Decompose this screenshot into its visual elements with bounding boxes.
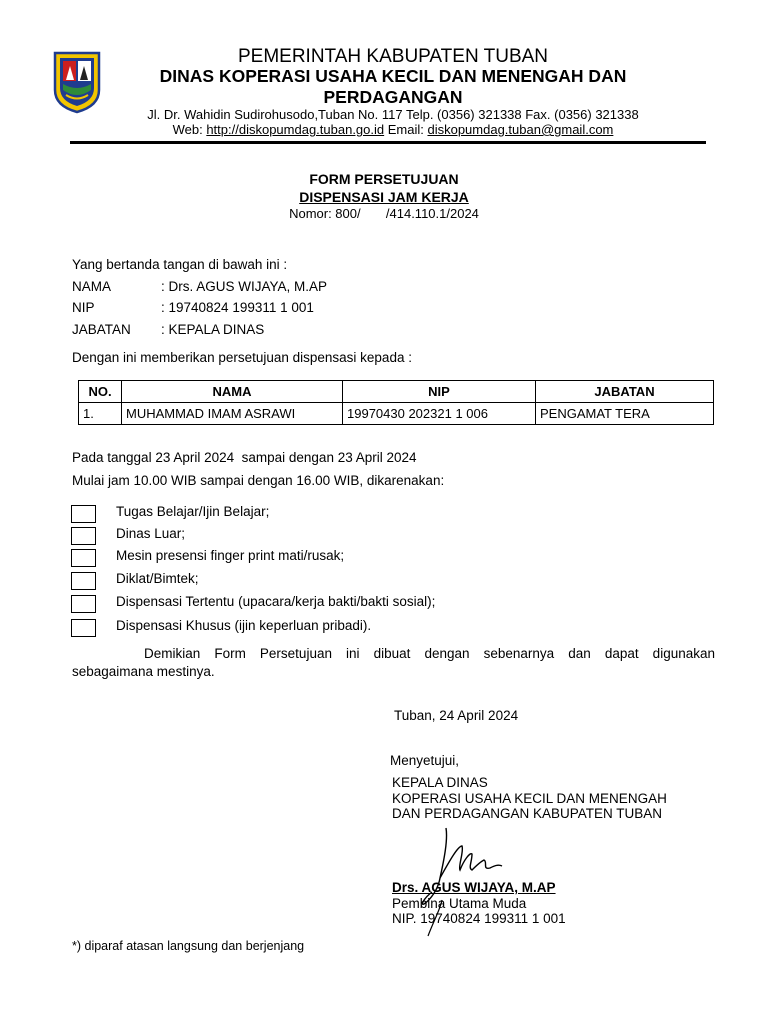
reason-label-official-travel: Dinas Luar; xyxy=(116,526,186,541)
col-header-position: JABATAN xyxy=(536,381,714,403)
reason-checkbox-fingerprint[interactable] xyxy=(71,549,96,567)
signer-position-label: JABATAN xyxy=(72,322,131,337)
footnote: *) diparaf atasan langsung dan berjenjang xyxy=(72,939,305,953)
reason-label-fingerprint: Mesin presensi finger print mati/rusak; xyxy=(116,548,345,563)
approver-position-3: DAN PERDAGANGAN KABUPATEN TUBAN xyxy=(392,806,663,821)
approver-rank: Pembina Utama Muda xyxy=(392,896,527,911)
recipient-intro: Dengan ini memberikan persetujuan dispensasi kepada : xyxy=(72,350,412,365)
closing-line2: sebagaimana mestinya. xyxy=(72,664,215,679)
closing-line1: Demikian Form Persetujuan ini dibuat dengan sebenarnya dan dapat digunakan xyxy=(144,646,715,661)
reason-checkbox-official-travel[interactable] xyxy=(71,527,96,545)
reason-checkbox-specific[interactable] xyxy=(71,595,96,613)
col-header-nip: NIP xyxy=(343,381,536,403)
reason-label-study: Tugas Belajar/Ijin Belajar; xyxy=(116,504,270,519)
cell-position: PENGAMAT TERA xyxy=(536,403,714,425)
cell-name: MUHAMMAD IMAM ASRAWI xyxy=(122,403,343,425)
form-title: FORM PERSETUJUAN xyxy=(309,171,459,187)
letterhead-department xyxy=(110,66,676,108)
website-link[interactable]: http://diskopumdag.tuban.go.id xyxy=(206,122,385,137)
document-number: Nomor: 800/ /414.110.1/2024 xyxy=(289,206,479,221)
period-times: Mulai jam 10.00 WIB sampai dengan 16.00 WIB, dikarenakan: xyxy=(72,473,445,488)
recipient-table xyxy=(78,380,714,425)
signer-nip-value: : 19740824 199311 1 001 xyxy=(161,300,314,315)
approver-name: Drs. AGUS WIJAYA, M.AP xyxy=(392,880,556,895)
email-label: Email: xyxy=(384,122,428,137)
approval-label: Menyetujui, xyxy=(390,753,460,768)
letterhead-department-line2: PERDAGANGAN xyxy=(323,87,463,107)
col-header-name: NAMA xyxy=(122,381,343,403)
approver-position-1: KEPALA DINAS xyxy=(392,775,488,790)
letterhead-divider xyxy=(70,141,706,144)
reason-checkbox-personal[interactable] xyxy=(71,619,96,637)
signer-position-value: : KEPALA DINAS xyxy=(161,322,265,337)
period-dates: Pada tanggal 23 April 2024 sampai dengan 23 April 2024 xyxy=(72,450,417,465)
cell-no: 1. xyxy=(79,403,122,425)
approver-position-2: KOPERASI USAHA KECIL DAN MENENGAH xyxy=(392,791,667,806)
signer-name-value: : Drs. AGUS WIJAYA, M.AP xyxy=(161,279,328,294)
signer-intro: Yang bertanda tangan di bawah ini : xyxy=(72,257,288,272)
tuban-regency-emblem xyxy=(52,50,102,114)
form-subtitle: DISPENSASI JAM KERJA xyxy=(299,189,469,205)
reason-checkbox-training[interactable] xyxy=(71,572,96,590)
letterhead-department-line1: DINAS KOPERASI USAHA KECIL DAN MENENGAH DAN xyxy=(159,66,627,86)
signer-nip-label: NIP xyxy=(72,300,95,315)
letterhead-address: Jl. Dr. Wahidin Sudirohusodo,Tuban No. 117 Telp. (0356) 321338 Fax. (0356) 321338 xyxy=(147,107,639,122)
cell-nip: 19970430 202321 1 006 xyxy=(343,403,536,425)
reason-checkbox-study[interactable] xyxy=(71,505,96,523)
col-header-no: NO. xyxy=(79,381,122,403)
place-date: Tuban, 24 April 2024 xyxy=(394,708,519,723)
reason-label-specific: Dispensasi Tertentu (upacara/kerja bakti/bakti sosial); xyxy=(116,594,436,609)
table-header-row xyxy=(79,381,714,403)
letterhead-contact xyxy=(100,122,686,137)
closing-paragraph xyxy=(72,645,715,681)
signer-name-label: NAMA xyxy=(72,279,112,294)
reason-label-personal: Dispensasi Khusus (ijin keperluan pribadi). xyxy=(116,618,372,633)
email-link[interactable]: diskopumdag.tuban@gmail.com xyxy=(427,122,614,137)
web-label: Web: xyxy=(172,122,207,137)
table-row xyxy=(79,403,714,425)
approver-nip: NIP. 19740824 199311 1 001 xyxy=(392,911,566,926)
letterhead-government: PEMERINTAH KABUPATEN TUBAN xyxy=(237,46,549,67)
reason-label-training: Diklat/Bimtek; xyxy=(116,571,199,586)
